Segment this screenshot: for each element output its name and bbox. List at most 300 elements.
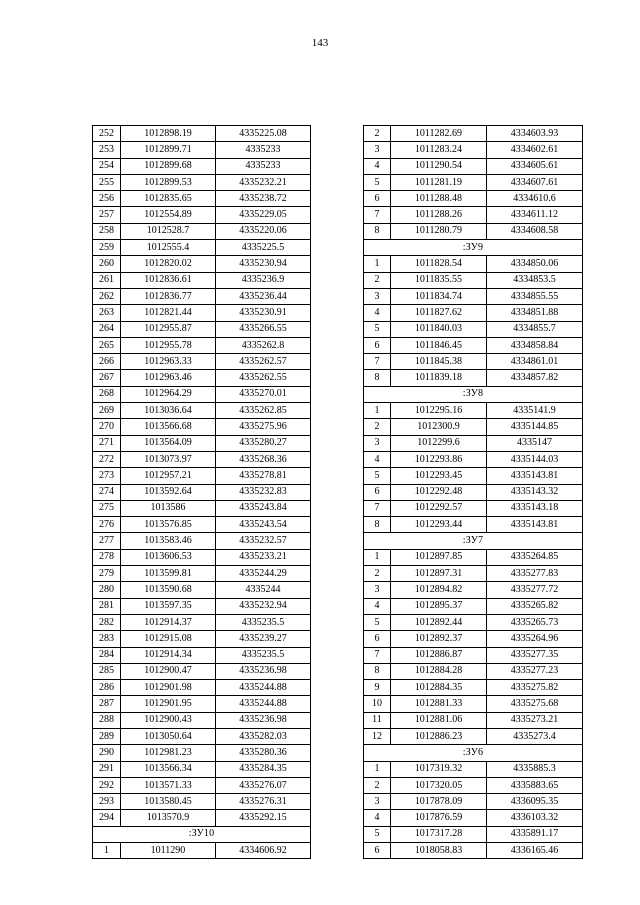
y-coordinate: 4334611.12	[487, 207, 583, 223]
y-coordinate: 4335278.81	[216, 468, 311, 484]
point-number: 288	[93, 712, 121, 728]
y-coordinate: 4335232.21	[216, 174, 311, 190]
y-coordinate: 4334850.06	[487, 256, 583, 272]
point-number: 3	[364, 288, 391, 304]
point-number: 268	[93, 386, 121, 402]
y-coordinate: 4335270.01	[216, 386, 311, 402]
x-coordinate: 1013586	[121, 500, 216, 516]
point-number: 263	[93, 305, 121, 321]
y-coordinate: 4335284.35	[216, 761, 311, 777]
x-coordinate: 1012293.44	[391, 517, 487, 533]
y-coordinate: 4335230.94	[216, 256, 311, 272]
point-number: 5	[364, 468, 391, 484]
point-number: 252	[93, 126, 121, 142]
y-coordinate: 4335273.21	[487, 712, 583, 728]
point-number: 4	[364, 305, 391, 321]
point-number: 279	[93, 566, 121, 582]
table-row	[364, 647, 583, 663]
point-number: 2	[364, 419, 391, 435]
table-row	[364, 403, 583, 419]
table-row	[93, 566, 311, 582]
x-coordinate: 1012914.34	[121, 647, 216, 663]
x-coordinate: 1011835.55	[391, 272, 487, 288]
x-coordinate: 1013592.64	[121, 484, 216, 500]
y-coordinate: 4335232.94	[216, 598, 311, 614]
y-coordinate: 4335144.85	[487, 419, 583, 435]
x-coordinate: 1012528.7	[121, 223, 216, 239]
point-number: 11	[364, 712, 391, 728]
point-number: 8	[364, 223, 391, 239]
point-number: 265	[93, 337, 121, 353]
table-row	[364, 272, 583, 288]
table-row	[364, 468, 583, 484]
x-coordinate: 1017317.28	[391, 826, 487, 842]
x-coordinate: 1012836.77	[121, 288, 216, 304]
table-row	[93, 500, 311, 516]
table-row	[93, 468, 311, 484]
y-coordinate: 4335230.91	[216, 305, 311, 321]
x-coordinate: 1017876.59	[391, 810, 487, 826]
y-coordinate: 4334605.61	[487, 158, 583, 174]
point-number: 275	[93, 500, 121, 516]
y-coordinate: 4334603.93	[487, 126, 583, 142]
point-number: 10	[364, 696, 391, 712]
table-row	[93, 370, 311, 386]
point-number: 273	[93, 468, 121, 484]
y-coordinate: 4335235.5	[216, 647, 311, 663]
x-coordinate: 1011828.54	[391, 256, 487, 272]
point-number: 259	[93, 240, 121, 256]
table-row	[364, 500, 583, 516]
point-number: 1	[364, 256, 391, 272]
point-number: 267	[93, 370, 121, 386]
point-number: 2	[364, 777, 391, 793]
section-header-row	[93, 826, 311, 842]
x-coordinate: 1012899.71	[121, 142, 216, 158]
y-coordinate: 4335225.08	[216, 126, 311, 142]
x-coordinate: 1012881.33	[391, 696, 487, 712]
x-coordinate: 1012899.53	[121, 174, 216, 190]
x-coordinate: 1012292.48	[391, 484, 487, 500]
y-coordinate: 4334857.82	[487, 370, 583, 386]
table-row	[364, 761, 583, 777]
x-coordinate: 1013566.34	[121, 761, 216, 777]
table-row	[93, 696, 311, 712]
coordinates-table-right	[363, 125, 583, 859]
x-coordinate: 1012892.44	[391, 614, 487, 630]
table-row	[364, 810, 583, 826]
table-row	[364, 288, 583, 304]
point-number: 5	[364, 174, 391, 190]
x-coordinate: 1011280.79	[391, 223, 487, 239]
point-number: 262	[93, 288, 121, 304]
x-coordinate: 1012955.87	[121, 321, 216, 337]
point-number: 5	[364, 614, 391, 630]
point-number: 261	[93, 272, 121, 288]
y-coordinate: 4335292.15	[216, 810, 311, 826]
x-coordinate: 1017878.09	[391, 794, 487, 810]
y-coordinate: 4335275.96	[216, 419, 311, 435]
section-header-row	[364, 386, 583, 402]
y-coordinate: 4336095.35	[487, 794, 583, 810]
section-header-row	[364, 745, 583, 761]
x-coordinate: 1011846.45	[391, 337, 487, 353]
point-number: 286	[93, 680, 121, 696]
table-row	[93, 174, 311, 190]
point-number: 4	[364, 810, 391, 826]
y-coordinate: 4335264.96	[487, 631, 583, 647]
y-coordinate: 4336165.46	[487, 843, 583, 859]
point-number: 4	[364, 158, 391, 174]
x-coordinate: 1012886.23	[391, 728, 487, 744]
point-number: 4	[364, 451, 391, 467]
y-coordinate: 4335277.35	[487, 647, 583, 663]
table-row	[93, 272, 311, 288]
table-row	[93, 533, 311, 549]
point-number: 269	[93, 403, 121, 419]
point-number: 8	[364, 663, 391, 679]
y-coordinate: 4335268.36	[216, 451, 311, 467]
point-number: 3	[364, 435, 391, 451]
y-coordinate: 4335143.18	[487, 500, 583, 516]
x-coordinate: 1012554.89	[121, 207, 216, 223]
table-row	[93, 419, 311, 435]
x-coordinate: 1013571.33	[121, 777, 216, 793]
point-number: 260	[93, 256, 121, 272]
x-coordinate: 1017320.05	[391, 777, 487, 793]
section-header-row	[364, 533, 583, 549]
y-coordinate: 4334851.88	[487, 305, 583, 321]
table-row	[93, 794, 311, 810]
x-coordinate: 1013597.35	[121, 598, 216, 614]
x-coordinate: 1011288.26	[391, 207, 487, 223]
point-number: 255	[93, 174, 121, 190]
table-row	[364, 728, 583, 744]
table-row	[93, 582, 311, 598]
x-coordinate: 1012915.08	[121, 631, 216, 647]
table-row	[93, 354, 311, 370]
point-number: 7	[364, 354, 391, 370]
y-coordinate: 4335233	[216, 142, 311, 158]
point-number: 289	[93, 728, 121, 744]
y-coordinate: 4334608.58	[487, 223, 583, 239]
point-number: 1	[364, 761, 391, 777]
table-row	[93, 288, 311, 304]
table-row	[364, 598, 583, 614]
point-number: 5	[364, 826, 391, 842]
point-number: 8	[364, 370, 391, 386]
point-number: 287	[93, 696, 121, 712]
table-row	[93, 337, 311, 353]
y-coordinate: 4335239.27	[216, 631, 311, 647]
point-number: 1	[364, 403, 391, 419]
x-coordinate: 1017319.32	[391, 761, 487, 777]
x-coordinate: 1012293.45	[391, 468, 487, 484]
point-number: 256	[93, 191, 121, 207]
table-row	[364, 517, 583, 533]
y-coordinate: 4335236.98	[216, 663, 311, 679]
y-coordinate: 4335243.54	[216, 517, 311, 533]
y-coordinate: 4335277.23	[487, 663, 583, 679]
table-row	[93, 142, 311, 158]
table-row	[364, 451, 583, 467]
x-coordinate: 1012835.65	[121, 191, 216, 207]
x-coordinate: 1012957.21	[121, 468, 216, 484]
y-coordinate: 4335243.84	[216, 500, 311, 516]
point-number: 272	[93, 451, 121, 467]
table-row	[93, 484, 311, 500]
table-row	[93, 191, 311, 207]
table-row	[364, 712, 583, 728]
point-number: 266	[93, 354, 121, 370]
y-coordinate: 4335225.5	[216, 240, 311, 256]
y-coordinate: 4335238.72	[216, 191, 311, 207]
y-coordinate: 4335277.72	[487, 582, 583, 598]
y-coordinate: 4335276.31	[216, 794, 311, 810]
table-row	[93, 663, 311, 679]
x-coordinate: 1011834.74	[391, 288, 487, 304]
x-coordinate: 1012295.16	[391, 403, 487, 419]
y-coordinate: 4335282.03	[216, 728, 311, 744]
x-coordinate: 1018058.83	[391, 843, 487, 859]
point-number: 7	[364, 207, 391, 223]
table-row	[364, 419, 583, 435]
y-coordinate: 4335235.5	[216, 614, 311, 630]
point-number: 253	[93, 142, 121, 158]
point-number: 1	[93, 843, 121, 859]
section-label: :ЗУ6	[364, 745, 583, 761]
table-row	[93, 745, 311, 761]
y-coordinate: 4335266.55	[216, 321, 311, 337]
y-coordinate: 4334607.61	[487, 174, 583, 190]
x-coordinate: 1011281.19	[391, 174, 487, 190]
table-row	[93, 598, 311, 614]
y-coordinate: 4335891.17	[487, 826, 583, 842]
point-number: 280	[93, 582, 121, 598]
point-number: 7	[364, 500, 391, 516]
x-coordinate: 1011845.38	[391, 354, 487, 370]
x-coordinate: 1012820.02	[121, 256, 216, 272]
table-row	[364, 142, 583, 158]
y-coordinate: 4334861.01	[487, 354, 583, 370]
y-coordinate: 4334855.7	[487, 321, 583, 337]
x-coordinate: 1011290	[121, 843, 216, 859]
x-coordinate: 1013036.64	[121, 403, 216, 419]
point-number: 274	[93, 484, 121, 500]
point-number: 12	[364, 728, 391, 744]
y-coordinate: 4335144.03	[487, 451, 583, 467]
x-coordinate: 1012981.23	[121, 745, 216, 761]
table-row	[93, 451, 311, 467]
x-coordinate: 1013050.64	[121, 728, 216, 744]
x-coordinate: 1013599.81	[121, 566, 216, 582]
x-coordinate: 1012899.68	[121, 158, 216, 174]
point-number: 3	[364, 582, 391, 598]
y-coordinate: 4335244.88	[216, 696, 311, 712]
point-number: 6	[364, 631, 391, 647]
y-coordinate: 4335232.83	[216, 484, 311, 500]
x-coordinate: 1011839.18	[391, 370, 487, 386]
point-number: 284	[93, 647, 121, 663]
point-number: 278	[93, 549, 121, 565]
x-coordinate: 1012895.37	[391, 598, 487, 614]
y-coordinate: 4335232.57	[216, 533, 311, 549]
y-coordinate: 4335244.29	[216, 566, 311, 582]
x-coordinate: 1012881.06	[391, 712, 487, 728]
point-number: 6	[364, 484, 391, 500]
table-row	[364, 174, 583, 190]
y-coordinate: 4334610.6	[487, 191, 583, 207]
table-row	[93, 631, 311, 647]
table-row	[93, 435, 311, 451]
x-coordinate: 1013073.97	[121, 451, 216, 467]
y-coordinate: 4335143.32	[487, 484, 583, 500]
point-number: 7	[364, 647, 391, 663]
x-coordinate: 1012894.82	[391, 582, 487, 598]
table-row	[364, 354, 583, 370]
point-number: 270	[93, 419, 121, 435]
table-row	[93, 386, 311, 402]
section-label: :ЗУ9	[364, 240, 583, 256]
x-coordinate: 1013583.46	[121, 533, 216, 549]
table-row	[93, 240, 311, 256]
y-coordinate: 4335141.9	[487, 403, 583, 419]
x-coordinate: 1012963.46	[121, 370, 216, 386]
table-row	[93, 810, 311, 826]
y-coordinate: 4335280.36	[216, 745, 311, 761]
table-row	[93, 777, 311, 793]
coordinates-table-left	[92, 125, 311, 859]
x-coordinate: 1012897.85	[391, 549, 487, 565]
x-coordinate: 1011283.24	[391, 142, 487, 158]
point-number: 2	[364, 566, 391, 582]
table-row	[93, 403, 311, 419]
table-row	[364, 566, 583, 582]
x-coordinate: 1012821.44	[121, 305, 216, 321]
y-coordinate: 4334602.61	[487, 142, 583, 158]
x-coordinate: 1012898.19	[121, 126, 216, 142]
table-row	[364, 321, 583, 337]
x-coordinate: 1012293.86	[391, 451, 487, 467]
y-coordinate: 4335262.57	[216, 354, 311, 370]
x-coordinate: 1012964.29	[121, 386, 216, 402]
point-number: 6	[364, 337, 391, 353]
point-number: 281	[93, 598, 121, 614]
x-coordinate: 1012836.61	[121, 272, 216, 288]
point-number: 2	[364, 126, 391, 142]
y-coordinate: 4335233	[216, 158, 311, 174]
table-row	[364, 826, 583, 842]
x-coordinate: 1013570.9	[121, 810, 216, 826]
x-coordinate: 1013606.53	[121, 549, 216, 565]
y-coordinate: 4335277.83	[487, 566, 583, 582]
y-coordinate: 4335264.85	[487, 549, 583, 565]
table-row	[93, 321, 311, 337]
point-number: 6	[364, 843, 391, 859]
y-coordinate: 4335233.21	[216, 549, 311, 565]
y-coordinate: 4334858.84	[487, 337, 583, 353]
table-row	[93, 207, 311, 223]
table-row	[93, 223, 311, 239]
x-coordinate: 1012886.87	[391, 647, 487, 663]
table-row	[364, 484, 583, 500]
x-coordinate: 1012892.37	[391, 631, 487, 647]
y-coordinate: 4336103.32	[487, 810, 583, 826]
section-label: :ЗУ7	[364, 533, 583, 549]
y-coordinate: 4334853.5	[487, 272, 583, 288]
table-row	[364, 631, 583, 647]
table-row	[93, 712, 311, 728]
table-row	[364, 435, 583, 451]
y-coordinate: 4335236.98	[216, 712, 311, 728]
table-row	[364, 614, 583, 630]
y-coordinate: 4335143.81	[487, 468, 583, 484]
table-row	[364, 582, 583, 598]
x-coordinate: 1012300.9	[391, 419, 487, 435]
point-number: 276	[93, 517, 121, 533]
table-row	[93, 680, 311, 696]
left-table-body	[93, 126, 311, 859]
point-number: 2	[364, 272, 391, 288]
table-row	[364, 680, 583, 696]
x-coordinate: 1013576.85	[121, 517, 216, 533]
x-coordinate: 1012900.47	[121, 663, 216, 679]
x-coordinate: 1011282.69	[391, 126, 487, 142]
x-coordinate: 1012555.4	[121, 240, 216, 256]
x-coordinate: 1011288.48	[391, 191, 487, 207]
x-coordinate: 1013564.09	[121, 435, 216, 451]
x-coordinate: 1012963.33	[121, 354, 216, 370]
point-number: 294	[93, 810, 121, 826]
point-number: 3	[364, 142, 391, 158]
y-coordinate: 4335883.65	[487, 777, 583, 793]
point-number: 9	[364, 680, 391, 696]
table-row	[364, 794, 583, 810]
point-number: 285	[93, 663, 121, 679]
table-row	[364, 337, 583, 353]
y-coordinate: 4335262.85	[216, 403, 311, 419]
x-coordinate: 1012884.35	[391, 680, 487, 696]
y-coordinate: 4335236.44	[216, 288, 311, 304]
table-row	[93, 728, 311, 744]
x-coordinate: 1012914.37	[121, 614, 216, 630]
table-row	[364, 305, 583, 321]
section-label: :ЗУ8	[364, 386, 583, 402]
y-coordinate: 4335885.3	[487, 761, 583, 777]
table-row	[364, 256, 583, 272]
y-coordinate: 4335147	[487, 435, 583, 451]
y-coordinate: 4335262.55	[216, 370, 311, 386]
point-number: 282	[93, 614, 121, 630]
table-row	[93, 549, 311, 565]
x-coordinate: 1012884.28	[391, 663, 487, 679]
x-coordinate: 1012292.57	[391, 500, 487, 516]
point-number: 8	[364, 517, 391, 533]
table-row	[364, 663, 583, 679]
table-row	[93, 614, 311, 630]
x-coordinate: 1013580.45	[121, 794, 216, 810]
point-number: 3	[364, 794, 391, 810]
point-number: 290	[93, 745, 121, 761]
table-row	[93, 517, 311, 533]
y-coordinate: 4335276.07	[216, 777, 311, 793]
table-row	[364, 370, 583, 386]
table-row	[364, 549, 583, 565]
table-row	[364, 207, 583, 223]
table-row	[93, 256, 311, 272]
point-number: 1	[364, 549, 391, 565]
table-row	[93, 761, 311, 777]
